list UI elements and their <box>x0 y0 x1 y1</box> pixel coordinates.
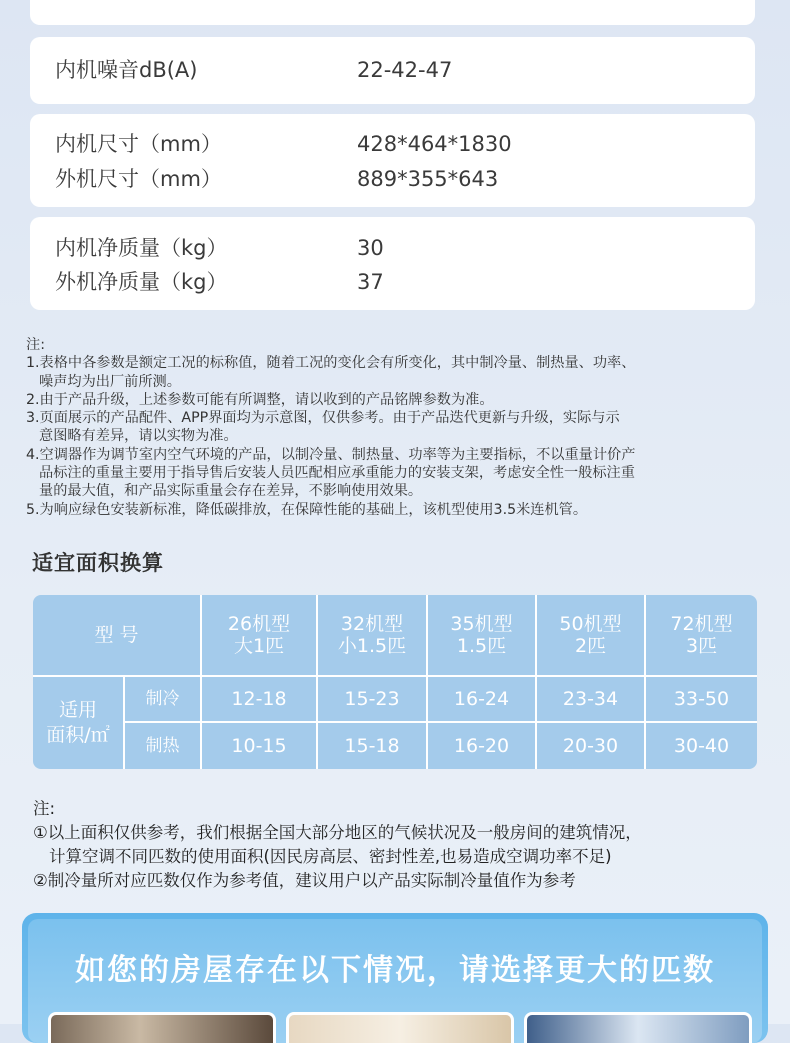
note-line: 4.空调器作为调节室内空气环境的产品，以制冷量、制热量、功率等为主要指标，不以重量计价产 <box>26 446 636 463</box>
heating-value: 10-15 <box>231 735 287 757</box>
banner-panel <box>28 919 762 1043</box>
notes-heading: 注: <box>26 337 45 353</box>
spec-value: 22-42-47 <box>357 58 453 82</box>
cooling-value: 16-24 <box>453 688 510 710</box>
note-line: 5.为响应绿色安装新标准，降低碳排放，在保障性能的基础上，该机型使用3.5米连机管。 <box>26 501 588 518</box>
notes-block <box>26 336 766 519</box>
note-line: 2.由于产品升级，上述参数可能有所调整，请以收到的产品铭牌参数为准。 <box>26 391 494 408</box>
heating-value: 16-20 <box>453 735 510 757</box>
section-title: 适宜面积换算 <box>32 551 164 575</box>
scene-image-sunroom <box>286 1012 514 1043</box>
heating-value: 20-30 <box>562 735 619 757</box>
model-col-50 <box>537 595 644 675</box>
spec-label: 外机尺寸（mm） <box>55 167 222 191</box>
scene-image-highrise <box>48 1012 276 1043</box>
spec-row-outdoor-size <box>55 163 735 195</box>
heating-value: 15-18 <box>344 735 400 757</box>
spec-value: 37 <box>357 270 384 294</box>
note-line: 品标注的重量主要用于指导售后安装人员匹配相应承重能力的安装支架，考虑安全性一般标注重 <box>39 465 635 482</box>
model-name: 72机型 <box>670 613 733 635</box>
cooling-value: 33-50 <box>673 688 730 710</box>
area-header-line: 面积/㎡ <box>46 724 110 746</box>
note-line: 3.页面展示的产品配件、APP界面均为示意图，仅供参考。由于产品迭代更新与升级，实际与示 <box>26 410 620 427</box>
model-hp: 1.5匹 <box>456 635 507 657</box>
spec-label: 内机净质量（kg） <box>55 236 228 260</box>
spec-row-noise <box>55 54 735 86</box>
spec-card-cut <box>30 0 755 25</box>
spec-card-noise <box>30 37 755 104</box>
model-header: 型 号 <box>94 624 139 646</box>
model-col-32 <box>318 595 426 675</box>
model-name: 26机型 <box>227 613 291 635</box>
note-line: ②制冷量所对应匹数仅作为参考值，建议用户以产品实际制冷量值作为参考 <box>33 871 576 890</box>
spec-value: 428*464*1830 <box>357 132 512 156</box>
model-name: 50机型 <box>559 613 622 635</box>
spec-label: 内机噪音dB(A) <box>55 58 198 82</box>
area-header <box>33 677 123 769</box>
heating-label: 制热 <box>145 736 180 756</box>
spec-card-size <box>30 114 755 207</box>
note-line: 量的最大值，和产品实际重量会存在差异，不影响使用效果。 <box>39 483 423 500</box>
cooling-value: 12-18 <box>231 688 287 710</box>
notes-heading: 注: <box>33 799 56 818</box>
spec-row-indoor-weight <box>55 232 735 264</box>
spec-card-weight <box>30 217 755 310</box>
model-hp: 小1.5匹 <box>337 635 407 657</box>
area-notes <box>33 797 642 893</box>
model-col-72 <box>646 595 757 675</box>
area-header-line: 适用 <box>58 699 97 721</box>
model-name: 32机型 <box>340 613 404 635</box>
model-hp: 3匹 <box>685 635 718 657</box>
model-col-26 <box>202 595 316 675</box>
note-line: 计算空调不同匹数的使用面积(因民房高层、密封性差,也易造成空调功率不足) <box>49 847 612 866</box>
spec-value: 889*355*643 <box>357 167 499 191</box>
spec-row-outdoor-weight <box>55 266 735 298</box>
note-line: 1.表格中各参数是额定工况的标称值，随着工况的变化会有所变化，其中制冷量、制热量、功率、 <box>26 355 636 372</box>
note-line: 意图略有差异，请以实物为准。 <box>39 428 238 445</box>
model-col-35 <box>428 595 535 675</box>
note-line: 噪声均为出厂前所测。 <box>39 373 181 390</box>
cooling-label: 制冷 <box>145 689 180 709</box>
spec-value: 30 <box>357 236 384 260</box>
heating-value: 30-40 <box>673 735 730 757</box>
cooling-value: 23-34 <box>562 688 619 710</box>
banner-title: 如您的房屋存在以下情况，请选择更大的匹数 <box>75 953 715 988</box>
cooling-value: 15-23 <box>344 688 400 710</box>
note-line: ①以上面积仅供参考，我们根据全国大部分地区的气候状况及一般房间的建筑情况， <box>33 823 642 842</box>
spec-label: 外机净质量（kg） <box>55 270 228 294</box>
model-name: 35机型 <box>450 613 513 635</box>
model-hp: 大1匹 <box>233 635 285 657</box>
area-table <box>33 595 757 769</box>
spec-label: 内机尺寸（mm） <box>55 132 222 156</box>
model-hp: 2匹 <box>574 635 607 657</box>
spec-row-indoor-size <box>55 128 735 160</box>
scene-image-cold-region <box>524 1012 752 1043</box>
